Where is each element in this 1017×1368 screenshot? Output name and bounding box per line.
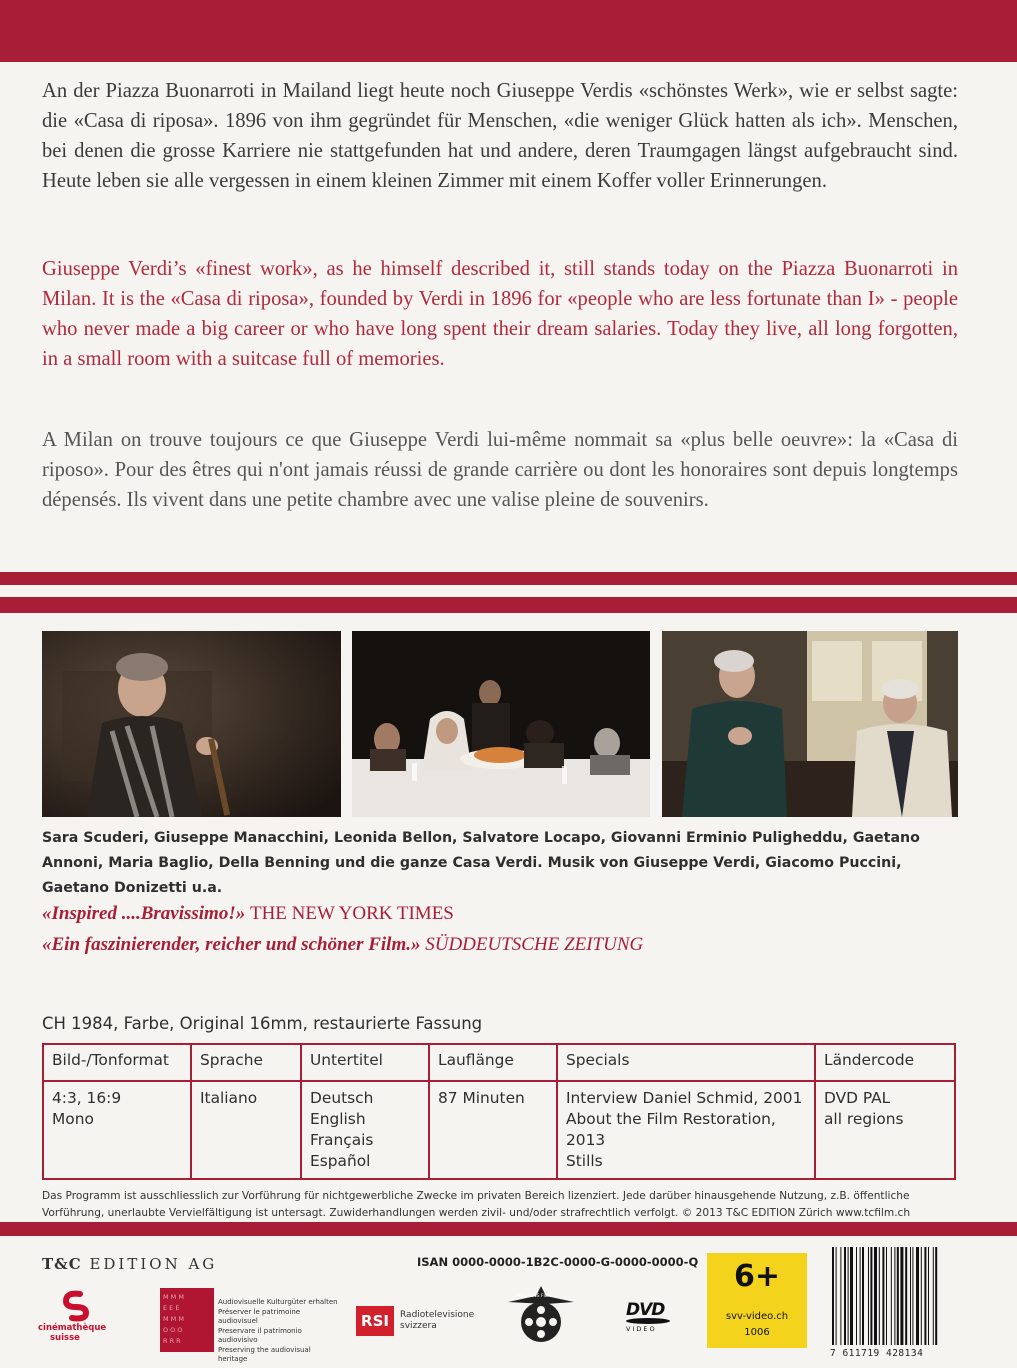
age-rating: 6+ [733,1259,780,1294]
memoriav-logo [160,1288,340,1363]
quote-text: «Ein faszinierender, reicher und schöner Film.» [42,934,421,955]
subtitle-line: Français [310,1131,374,1149]
subtitle-line: Español [310,1152,371,1170]
age-rating-number: 1006 [744,1327,770,1338]
cinematheque-logo [40,1290,112,1350]
dvd-specs-table [42,1043,956,1180]
memoriav-line: Audiovisuelle Kulturgüter erhalten [218,1298,338,1306]
intro-german: An der Piazza Buonarroti in Mailand liegt heute noch Giuseppe Verdis «schönstes Werk», wie er selbst sagte: die «Casa di riposa». 1896 von ihm gegründet für Menschen, «die weniger Glück hatten als ich». Menschen, bei denen die grosse Karriere nie stattgefunden hat und andere, deren Traumgagen längst aufgebraucht sind. Heute leben sie alle vergessen in einem kleinen Zimmer mit einem Koffer voller Erinnerungen. [42,80,958,192]
memoriav-grid-icon [160,1288,214,1352]
cell-subtitles [301,1081,429,1179]
age-rating-badge [707,1253,807,1348]
publisher-name: EDITION AG [89,1255,218,1273]
svg-text:O O O: O O O [163,1326,183,1334]
special-line: Interview Daniel Schmid, 2001 [566,1089,803,1107]
special-line: Stills [566,1152,603,1170]
header-language: Sprache [191,1044,301,1081]
tc-edition-logo [42,1255,217,1273]
cinematheque-name: suisse [50,1333,80,1343]
format-line: 4:3, 16:9 [52,1089,122,1107]
intro-english: Giuseppe Verdi’s «finest work», as he himself described it, still stands today on the Piazza Buonarroti in Milan. It is the «Casa di riposa», founded by Verdi in 1896 for «people who are less fortunate than I» - people who never made a big career or who have long spent their dream salaries. Today they live, all long forgotten, in a small room with a suitcase full of memories. [42,258,958,370]
header-specials: Specials [557,1044,815,1081]
cell-runtime [429,1081,557,1179]
subtitle-line: Deutsch [310,1089,374,1107]
divider-bar [0,572,1017,585]
quote-text: «Inspired ....Bravissimo!» [42,903,246,924]
footer-divider-bar [0,1222,1017,1236]
press-quote-2 [42,934,643,956]
rsi-logo [356,1304,476,1340]
film-reel-icon [506,1282,576,1348]
subtitle-line: English [310,1110,366,1128]
intro-french: A Milan on trouve toujours ce que Giuseppe Verdi lui-même nommait sa «plus belle oeuvre»: la «Casa di riposo». Pour des êtres qui n'ont jamais réussi de grande carrière ou dont les honoraires sont depuis longtemps dépensés. Ils vivent dans une petite chambre avec une valise pleine de souvenirs. [42,429,958,511]
region-line: all regions [824,1110,904,1128]
isan-number: ISAN 0000-0000-1B2C-0000-G-0000-0000-Q [417,1255,699,1269]
press-quote-1 [42,903,454,925]
language-line: Italiano [200,1089,258,1107]
barcode-number: 7 611719 428134 [830,1348,924,1359]
barcode-icon [830,1247,960,1357]
memoriav-line: Preservare il patrimonio audiovisivo [218,1326,302,1344]
cell-region [815,1081,955,1179]
cast-and-music-credits: Sara Scuderi, Giuseppe Manacchini, Leonida Bellon, Salvatore Locapo, Giovanni Erminio Puligheddu, Gaetano Annoni, Maria Baglio, Della Benning und die ganze Casa Verdi. Musik von Giuseppe Verdi, Giacomo Puccini, Gaetano Donizetti u.a. [42,830,920,896]
cinematheque-name: cinémathèque [38,1323,107,1333]
dvd-video-logo [626,1300,680,1340]
top-red-band [0,0,1017,62]
format-line: Mono [52,1110,94,1128]
cell-format [43,1081,191,1179]
svg-text:M M M: M M M [163,1315,184,1323]
film-still-3 [662,631,958,817]
film-still-2 [352,631,650,817]
header-subtitles: Untertitel [301,1044,429,1081]
header-format: Bild-/Tonformat [43,1044,191,1081]
rsi-name: svizzera [400,1321,437,1331]
age-rating-site: svv-video.ch [725,1311,789,1322]
dvd-video-sub: VIDEO [626,1325,657,1333]
production-info: CH 1984, Farbe, Original 16mm, restaurierte Fassung [42,1014,483,1033]
legal-notice: Das Programm ist ausschliesslich zur Vorführung für nichtgewerbliche Zwecke im privaten Bereich lizenziert. Jede darüber hinausgehende Nutzung, z.B. öffentliche Vorführung, unerlaubte Vervielfältigung ist untersagt. Zuwiderhandlungen werden zivil- und/oder strafrechtlich verfolgt. © 2013 T&C EDITION Zürich www.tcfilm.ch [42,1190,911,1219]
header-runtime: Lauflänge [429,1044,557,1081]
praesens-name: PRAESENS FILM [516,1294,552,1299]
memoriav-line: Préserver le patrimoine audiovisuel [218,1307,301,1325]
dvd-logo-text: DVD [626,1300,665,1320]
svg-text:M M M: M M M [163,1293,184,1301]
praesens-film-logo [506,1282,576,1348]
film-still-1 [42,631,341,817]
divider-bar [0,597,1017,613]
cell-specials [557,1081,815,1179]
cinematheque-s-icon [40,1290,112,1322]
runtime-line: 87 Minuten [438,1089,525,1107]
publisher-mark: T&C [42,1255,82,1273]
rsi-name: Radiotelevisione [400,1310,475,1320]
quote-source: THE NEW YORK TIMES [249,903,454,924]
svg-text:E E E: E E E [163,1304,180,1312]
cell-language [191,1081,301,1179]
quote-source: SÜDDEUTSCHE ZEITUNG [425,934,644,955]
special-line: About the Film Restoration, 2013 [566,1110,776,1149]
rsi-mark: RSI [356,1306,394,1336]
region-line: DVD PAL [824,1089,891,1107]
header-region: Ländercode [815,1044,955,1081]
svg-text:R R R: R R R [163,1337,181,1345]
memoriav-line: Preserving the audiovisual heritage [218,1345,311,1363]
